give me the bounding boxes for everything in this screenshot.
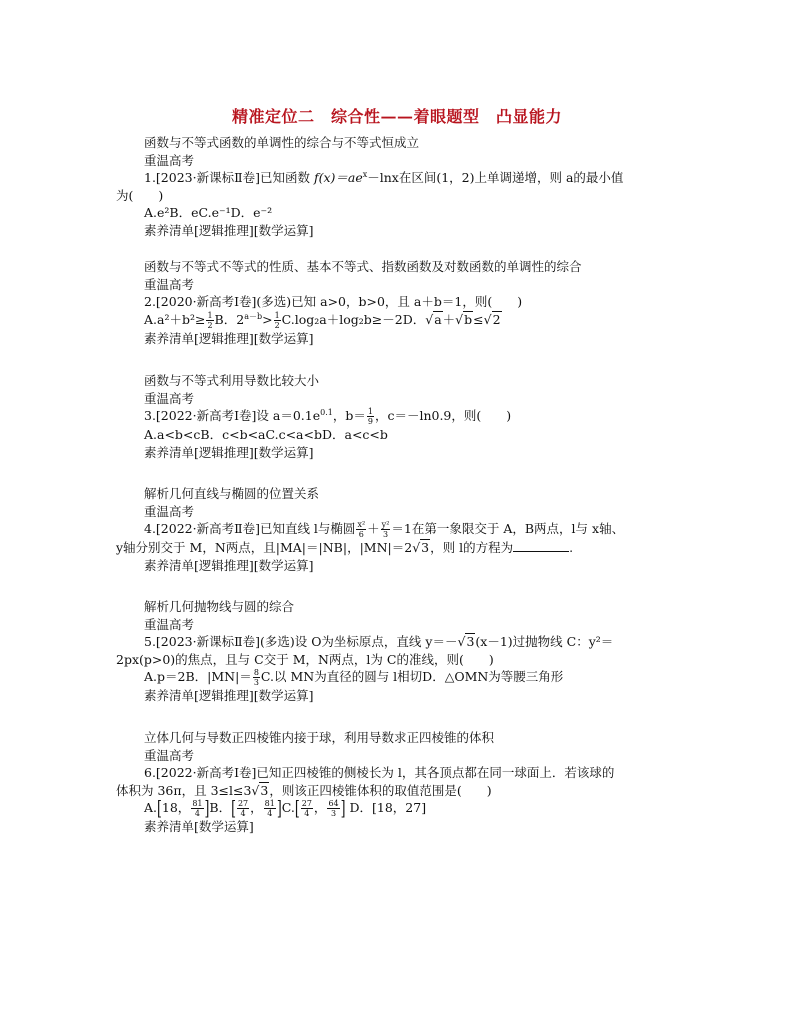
question-1-cont: 为( ) bbox=[116, 187, 164, 203]
question-3: 3.[2022·新高考Ⅰ卷]设 $a=0.1e^{0.1}$，b＝ $\frac{1}{9}$ ，c＝－ln0.9，则( ) bbox=[144, 407, 512, 426]
literacy-list: 素养清单[逻辑推理][数学运算] bbox=[144, 330, 314, 346]
section-1 bbox=[116, 134, 676, 239]
review-label: 重温高考 bbox=[144, 616, 195, 632]
review-label: 重温高考 bbox=[144, 747, 195, 763]
section-5 bbox=[116, 598, 676, 705]
question-1: 1.[2023·新课标Ⅱ卷]已知函数 $f(x)=ae^x-\ln x$在区间(1，2)上单调递增，则 a的最小值 bbox=[144, 169, 624, 185]
literacy-list: 素养清单[逻辑推理][数学运算] bbox=[144, 444, 314, 460]
review-label: 重温高考 bbox=[144, 276, 195, 292]
question-5-cont: 2px(p>0)的焦点，且与 C交于 M，N两点，l为 C的准线，则( ) bbox=[116, 651, 494, 667]
question-5: 5.[2023·新课标Ⅱ卷](多选)设 O为坐标原点，直线 y＝－√3(x－1)过抛物线 C：y²＝ bbox=[144, 634, 614, 649]
section-4 bbox=[116, 485, 676, 574]
literacy-list: 素养清单[逻辑推理][数学运算] bbox=[144, 557, 314, 573]
question-3-options: A.a<b<cB．c<b<aC.c<a<bD．a<c<b bbox=[144, 427, 388, 442]
review-label: 重温高考 bbox=[144, 390, 195, 406]
review-label: 重温高考 bbox=[144, 152, 195, 168]
topic-heading: 函数与不等式利用导数比较大小 bbox=[144, 373, 320, 388]
question-6-options: A.[18， $\frac{81}{4}$ ]B．[ $\frac{27}{4}$ ， $\frac{81}{4}$ ]C.[ $\frac{27}{4}$ ， $\frac{64}{3}$ ] D．[18，27] bbox=[144, 795, 427, 820]
answer-blank[interactable] bbox=[513, 541, 569, 552]
question-4: 4.[2022·新高考Ⅱ卷]已知直线 l与椭圆 $\frac{\text{x²}}{6}$ ＋ $\frac{\text{y²}}{3}$ ＝1在第一象限交于 A，B两点，l与 x轴、 bbox=[144, 520, 625, 539]
literacy-list: 素养清单[逻辑推理][数学运算] bbox=[144, 222, 314, 238]
question-2: 2.[2020·新高考Ⅰ卷](多选)已知 a>0，b>0，且 a＋b＝1，则( ) bbox=[144, 294, 523, 309]
literacy-list: 素养清单[数学运算] bbox=[144, 819, 254, 834]
section-6 bbox=[116, 729, 676, 836]
question-4-cont: y轴分别交于 M，N两点，且|MA|＝|NB|，|MN|＝2√3，则 l的方程为 . bbox=[116, 540, 574, 555]
page-title: 精准定位二 综合性——着眼题型 凸显能力 bbox=[231, 107, 562, 126]
topic-heading: 解析几何抛物线与圆的综合 bbox=[144, 599, 295, 614]
topic-heading: 函数与不等式函数的单调性的综合与不等式恒成立 bbox=[144, 135, 420, 150]
question-6-cont: 体积为 36π，且 3≤l≤3√3，则该正四棱锥体积的取值范围是( ) bbox=[116, 782, 492, 798]
question-6: 6.[2022·新高考Ⅰ卷]已知正四棱锥的侧棱长为 l，其各顶点都在同一球面上．若该球的 bbox=[144, 765, 615, 780]
topic-heading: 立体几何与导数正四棱锥内接于球，利用导数求正四棱锥的体积 bbox=[144, 730, 495, 745]
topic-heading: 解析几何直线与椭圆的位置关系 bbox=[144, 486, 320, 501]
question-5-options: A.p＝2B．|MN|＝ $\frac{8}{3}$ C.以 MN为直径的圆与 l相切D．△OMN为等腰三角形 bbox=[144, 668, 564, 687]
review-label: 重温高考 bbox=[144, 503, 195, 519]
question-2-options: A.a²＋b²≥ $\frac{1}{2}$ B．$2^{a-b}>$ $\frac{1}{2}$ C.log₂a＋log₂b≥－2D．√a＋√b≤√2 bbox=[144, 310, 501, 330]
literacy-list: 素养清单[逻辑推理][数学运算] bbox=[144, 688, 314, 703]
topic-heading: 函数与不等式不等式的性质、基本不等式、指数函数及对数函数的单调性的综合 bbox=[144, 259, 582, 274]
question-1-options: A.e²B．eC.e⁻¹D．e⁻² bbox=[144, 205, 273, 220]
section-3 bbox=[116, 372, 676, 461]
section-2 bbox=[116, 258, 676, 347]
